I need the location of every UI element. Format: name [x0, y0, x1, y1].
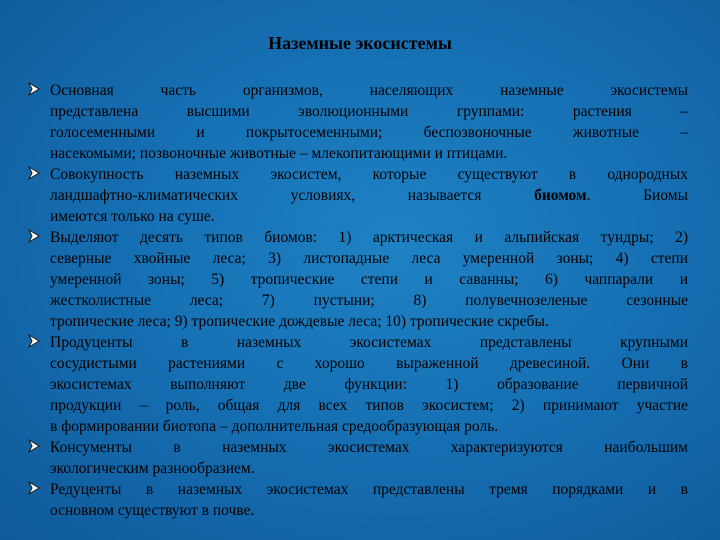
bullet-line: Выделяют десять типов биомов: 1) арктическая и альпийская тундры; 2) — [50, 229, 688, 246]
bullet-line: основном существуют в почве. — [50, 502, 255, 519]
arrowhead-bullet-icon — [28, 439, 42, 455]
bullet-item — [28, 332, 688, 437]
bullet-line: экологическим разнообразием. — [50, 460, 255, 477]
arrowhead-bullet-icon — [28, 481, 42, 497]
bullet-line: жестколистные леса; 7) пустыни; 8) полувечнозеленые сезонные — [50, 292, 688, 309]
arrowhead-bullet-icon — [28, 166, 42, 182]
bullet-line: тропические леса; 9) тропические дождевые леса; 10) тропические скребы. — [50, 313, 549, 330]
bullet-line: Совокупность наземных экосистем, которые существуют в однородных — [50, 166, 688, 183]
bullet-line: ландшафтно-климатических условиях, называется биомом. Биомы — [50, 187, 688, 204]
bullet-list — [28, 80, 688, 521]
bullet-item — [28, 80, 688, 164]
bullet-line: северные хвойные леса; 3) листопадные леса умеренной зоны; 4) степи — [50, 250, 688, 267]
bullet-line: представлена высшими эволюционными группами: растения – — [50, 103, 688, 120]
bullet-line: экосистемах выполняют две функции: 1) образование первичной — [50, 376, 688, 393]
bullet-line: Редуценты в наземных экосистемах представлены тремя порядками и в — [50, 481, 688, 498]
bullet-line: в формировании биотопа – дополнительная средообразующая роль. — [50, 418, 499, 435]
bullet-line: сосудистыми растениями с хорошо выраженной древесиной. Они в — [50, 355, 688, 372]
bold-term: биомом — [534, 187, 587, 204]
bullet-line: голосеменными и покрытосеменными; беспозвоночные животные – — [50, 124, 688, 141]
bullet-item — [28, 164, 688, 227]
arrowhead-bullet-icon — [28, 229, 42, 245]
slide-title: Наземные экосистемы — [268, 33, 452, 53]
bullet-item — [28, 479, 688, 521]
bullet-line: Продуценты в наземных экосистемах представлены крупными — [50, 334, 688, 351]
arrowhead-bullet-icon — [28, 82, 42, 98]
bullet-line: Основная часть организмов, населяющих наземные экосистемы — [50, 82, 688, 99]
bullet-line: имеются только на суше. — [50, 208, 215, 225]
bullet-line: умеренной зоны; 5) тропические степи и саванны; 6) чаппарали и — [50, 271, 688, 288]
arrowhead-bullet-icon — [28, 334, 42, 350]
bullet-line: продукции – роль, общая для всех типов экосистем; 2) принимают участие — [50, 397, 688, 414]
bullet-line: насекомыми; позвоночные животные – млекопитающими и птицами. — [50, 145, 508, 162]
bullet-line: Консументы в наземных экосистемах характеризуются наибольшим — [50, 439, 688, 456]
bullet-item — [28, 227, 688, 332]
bullet-item — [28, 437, 688, 479]
